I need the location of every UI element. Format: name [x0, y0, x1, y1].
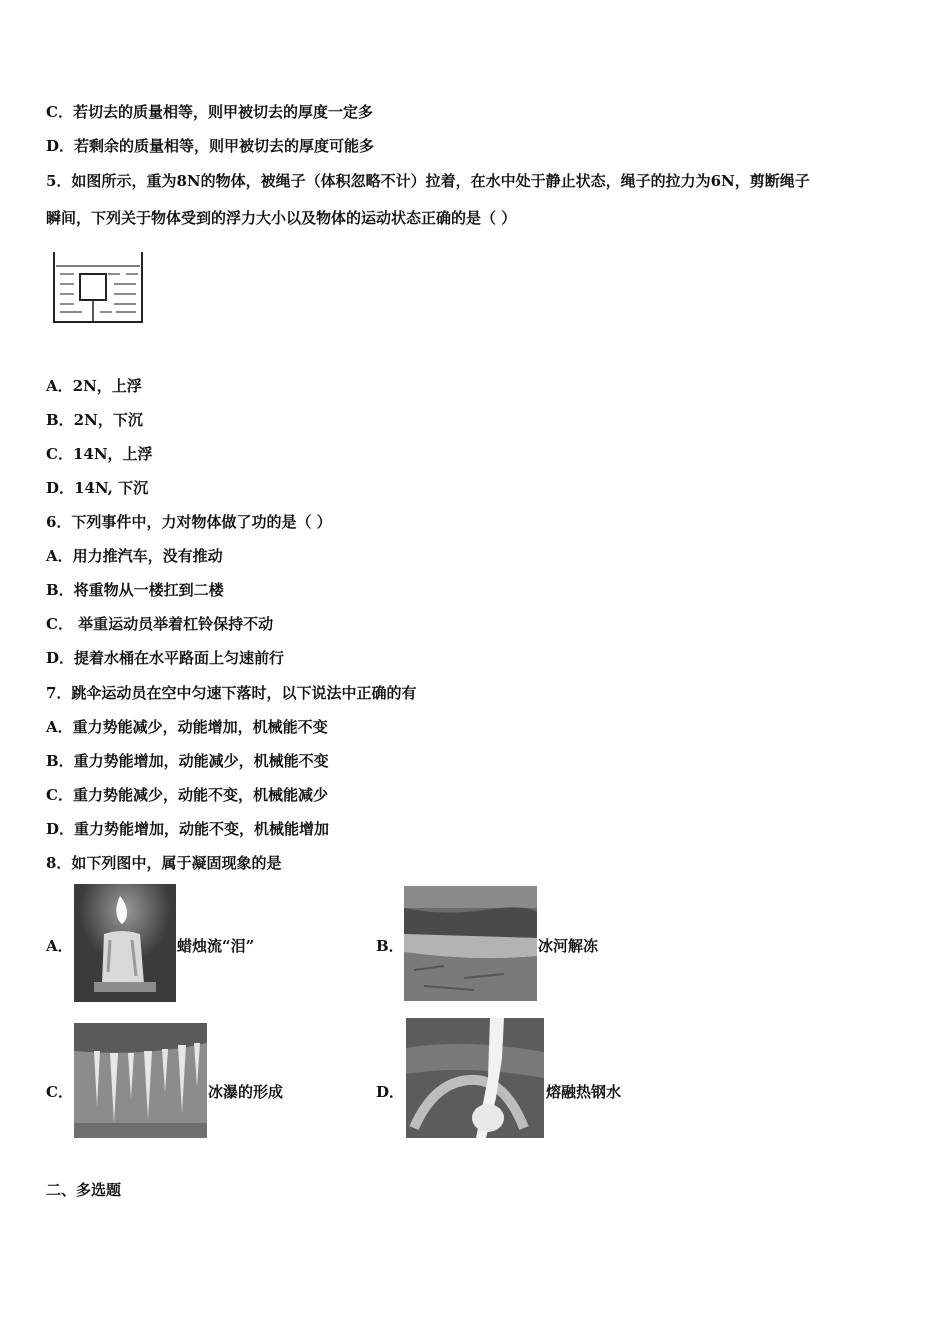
- q7-option-a: A．重力势能减少，动能增加，机械能不变: [46, 718, 328, 736]
- molten-steel-photo: [406, 1018, 544, 1142]
- q7-option-c: C．重力势能减少，动能不变，机械能减少: [46, 786, 328, 804]
- q5-stem-line1: 5．如图所示，重为8N的物体，被绳子（体积忽略不计）拉着，在水中处于静止状态，绳子的拉力为6N，剪断绳子: [46, 172, 810, 190]
- q7-stem: 7．跳伞运动员在空中匀速下落时，以下说法中正确的有: [46, 684, 417, 702]
- candle-photo: [74, 884, 176, 1006]
- q5-stem-line2: 瞬间，下列关于物体受到的浮力大小以及物体的运动状态正确的是（ ）: [46, 209, 517, 227]
- q8-option-a-caption: 蜡烛流“泪”: [177, 937, 255, 955]
- q6-option-b: B．将重物从一楼扛到二楼: [46, 581, 224, 599]
- q5-figure-water-container: [52, 250, 144, 330]
- q6-option-c: C． 举重运动员举着杠铃保持不动: [46, 615, 274, 633]
- q8-option-d-letter: D．: [376, 1083, 405, 1101]
- q5-option-b: B．2N，下沉: [46, 411, 143, 429]
- q5-option-d: D．14N, 下沉: [46, 479, 149, 497]
- q7-option-b: B．重力势能增加，动能减少，机械能不变: [46, 752, 329, 770]
- q8-stem: 8．如下列图中，属于凝固现象的是: [46, 854, 282, 872]
- q6-option-d: D．提着水桶在水平路面上匀速前行: [46, 649, 285, 667]
- q5-option-c: C．14N，上浮: [46, 445, 153, 463]
- ice-waterfall-photo: [74, 1023, 207, 1142]
- section-title: 二、多选题: [46, 1181, 122, 1199]
- prev-option-d: D．若剩余的质量相等，则甲被切去的厚度可能多: [46, 137, 375, 155]
- q8-option-c-letter: C．: [46, 1083, 73, 1101]
- q8-option-c-caption: 冰瀑的形成: [208, 1083, 284, 1101]
- frozen-river-photo: [404, 886, 537, 1005]
- q8-option-b-letter: B．: [376, 937, 404, 955]
- q6-stem: 6．下列事件中，力对物体做了功的是（ ）: [46, 513, 332, 531]
- q6-option-a: A．用力推汽车，没有推动: [46, 547, 223, 565]
- prev-option-c: C．若切去的质量相等，则甲被切去的厚度一定多: [46, 103, 373, 121]
- q8-option-d-caption: 熔融热钢水: [546, 1083, 622, 1101]
- q7-option-d: D．重力势能增加，动能不变，机械能增加: [46, 820, 330, 838]
- q8-option-b-caption: 冰河解冻: [538, 937, 599, 955]
- q5-option-a: A．2N，上浮: [46, 377, 142, 395]
- q8-option-a-letter: A．: [46, 937, 73, 955]
